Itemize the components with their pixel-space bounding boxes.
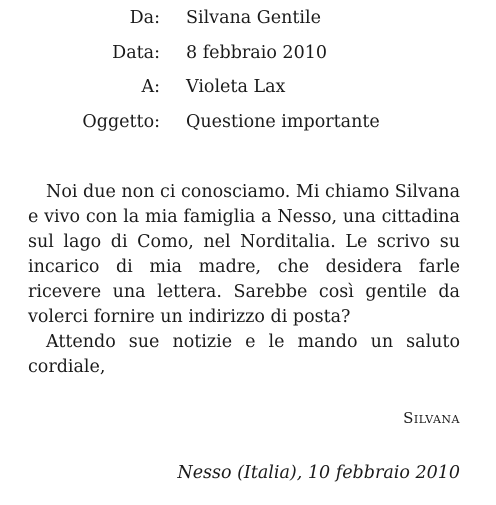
letter-header — [0, 6, 496, 144]
to-label: A: — [141, 77, 160, 97]
header-row-to — [0, 75, 496, 110]
date-label: Data: — [112, 42, 160, 63]
signature: Silvana — [403, 409, 460, 427]
date-value: 8 febbraio 2010 — [186, 42, 327, 63]
letter-closing: Attendo sue notizie e le mando un saluto cordiale, — [28, 332, 460, 377]
to-value: Violeta Lax — [186, 77, 286, 97]
from-label: Da: — [129, 8, 160, 28]
header-row-from — [0, 6, 496, 41]
header-row-date — [0, 41, 496, 76]
place-date: Nesso (Italia), 10 febbraio 2010 — [177, 463, 460, 483]
letter-body — [28, 180, 460, 380]
header-row-subject — [0, 110, 496, 145]
letter-paragraph: Noi due non ci conosciamo. Mi chiamo Silvana e vivo con la mia famiglia a Nesso, una cittadina sul lago di Como, nel Norditalia. Le scrivo su incarico di mia madre, che desidera farle ricevere una lettera. Sarebbe così gentile da volerci fornire un indirizzo di posta? — [28, 182, 460, 327]
from-value: Silvana Gentile — [186, 8, 321, 28]
subject-value: Questione importante — [186, 111, 380, 132]
subject-label: Oggetto: — [82, 111, 160, 132]
